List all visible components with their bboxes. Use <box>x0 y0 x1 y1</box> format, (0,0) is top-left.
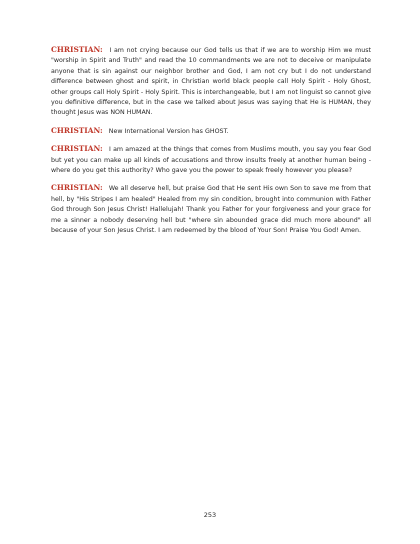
paragraph-text: I am not crying because our God tells us that if we are to worship Him we must "worship in Spirit and Truth" and read the 10 commandments we are not to deceive or manipulate anyone that is sin against our neighbor brother and God, I am not cry but I do not understand difference between ghost and spirit, in Christian world black people call Holy Spirit - Holy Ghost, other groups call Holy Spirit - Holy Spirit. This is interchangeable, but I am not linguist so cannot give you definitive difference, but in the case we talked about Jesus was saying that He is HUMAN, they thought Jesus was NON HUMAN. <box>51 47 371 117</box>
page-number: 253 <box>203 511 217 519</box>
paragraph-text: We all deserve hell, but praise God that He sent His own Son to save me from that hell, by "His Stripes I am healed" Healed from my sin condition, brought into communion with Father God through Son Jesus Christ! Hallelujah! Thank you Father for your forgiveness and your grace for me a sinner a nobody deserving hell but "where sin abounded grace did much more abound" all because of your Son Jesus Christ. I am redeemed by the blood of Your Son! Praise You God! Amen. <box>51 185 371 235</box>
speaker-label: CHRISTIAN: <box>51 183 103 193</box>
paragraph-4 <box>51 183 371 236</box>
paragraph-2 <box>51 126 371 137</box>
paragraph-text: I am amazed at the things that comes from Muslims mouth, you say you fear God but yet you can make up all kinds of accusations and throw insults freely at another human being - where do you get this authority? Who gave you the power to speak freely however you please? <box>51 146 371 175</box>
paragraph-1 <box>51 45 371 119</box>
paragraph-text: New International Version has GHOST. <box>108 127 229 135</box>
page-content <box>51 45 371 244</box>
speaker-label: CHRISTIAN: <box>51 45 103 54</box>
paragraph-3 <box>51 144 371 176</box>
speaker-label: CHRISTIAN: <box>51 125 103 135</box>
speaker-label: CHRISTIAN: <box>51 144 103 154</box>
